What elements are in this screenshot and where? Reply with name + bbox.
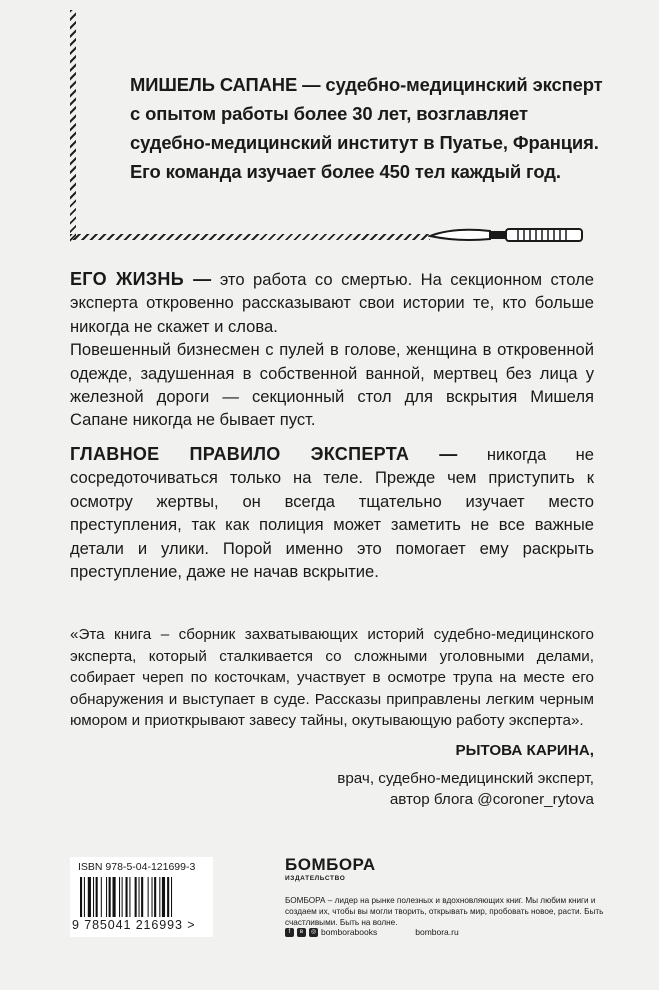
section-his-life bbox=[70, 268, 594, 432]
social-handle: bomborabooks bbox=[321, 927, 378, 937]
section-lead: ЕГО ЖИЗНЬ — bbox=[70, 269, 212, 289]
scalpel-icon bbox=[428, 224, 588, 246]
barcode-stripe bbox=[80, 877, 82, 917]
barcode-stripe bbox=[126, 877, 128, 917]
barcode-stripe bbox=[148, 877, 149, 917]
barcode-stripe bbox=[139, 877, 140, 917]
barcode-stripe bbox=[106, 877, 107, 917]
barcode-stripe bbox=[159, 877, 160, 917]
isbn-label: ISBN 978-5-04-121699-3 bbox=[78, 861, 196, 873]
author-bio-line: судебно-медицинский институт в Пуатье, Франция. bbox=[130, 132, 599, 153]
publisher-site: bombora.ru bbox=[415, 927, 459, 937]
publisher-subtitle: ИЗДАТЕЛЬСТВО bbox=[285, 875, 346, 882]
reviewer-role: врач, судебно-медицинский эксперт, bbox=[337, 770, 594, 787]
barcode-icon bbox=[80, 877, 204, 917]
barcode-stripe bbox=[154, 877, 156, 917]
author-bio-line: МИШЕЛЬ САПАНЕ — судебно-медицинский эксперт bbox=[130, 74, 603, 95]
publisher-name: БОМБОРА bbox=[285, 855, 376, 874]
facebook-icon: f bbox=[285, 928, 294, 937]
barcode-stripe bbox=[96, 877, 98, 917]
barcode-stripe bbox=[113, 877, 116, 917]
barcode-stripe bbox=[141, 877, 143, 917]
vk-icon: в bbox=[297, 928, 306, 937]
barcode-stripe bbox=[171, 877, 172, 917]
barcode-box bbox=[70, 857, 213, 937]
author-bio-line: Его команда изучает более 450 тел каждый год. bbox=[130, 161, 561, 182]
review-quote: «Эта книга – сборник захватывающих историй судебно-медицинского эксперта, который сталкивается со сложными уголовными делами, собирает череп по косточкам, участвует в осмотре трупа на месте его обнаружения и выступает в суде. Рассказы приправлены легким черным юмором и приоткрывают завесу тайны, окутывающую работу эксперта». bbox=[70, 626, 594, 730]
instagram-icon: ◎ bbox=[310, 928, 317, 935]
publisher-description: БОМБОРА – лидер на рынке полезных и вдохновляющих книг. Мы любим книги и создаем их, чтобы вы могли творить, открывать мир, пробовать новое, расти. Быть счастливыми. Быть на волне. bbox=[285, 896, 604, 927]
barcode-stripe bbox=[162, 877, 165, 917]
reviewer-name: РЫТОВА КАРИНА, bbox=[455, 742, 594, 759]
reviewer-blog: автор блога @coroner_rytova bbox=[389, 791, 594, 808]
barcode-stripe bbox=[109, 877, 111, 917]
section-text-2: Повешенный бизнесмен с пулей в голове, женщина в откровенной одежде, задушенная в собственной ванной, мертвец без лица у железной дороги — секционный стол для вскрытия Мишеля Сапане никогда не бывает пуст. bbox=[70, 340, 594, 430]
barcode-stripe bbox=[167, 877, 169, 917]
hatched-frame-bottom bbox=[70, 234, 430, 240]
barcode-stripe bbox=[152, 877, 153, 917]
barcode-stripe bbox=[88, 877, 91, 917]
hatched-frame-left bbox=[70, 10, 76, 242]
section-main-rule bbox=[70, 443, 594, 583]
author-bio-line: с опытом работы более 30 лет, возглавляет bbox=[130, 103, 528, 124]
barcode-stripe bbox=[129, 877, 130, 917]
barcode-stripe bbox=[84, 877, 85, 917]
barcode-stripe bbox=[119, 877, 120, 917]
section-lead: ГЛАВНОЕ ПРАВИЛО ЭКСПЕРТА — bbox=[70, 444, 458, 464]
author-bio bbox=[130, 70, 610, 186]
barcode-stripe bbox=[122, 877, 123, 917]
barcode-stripe bbox=[93, 877, 94, 917]
publisher-social bbox=[285, 927, 459, 937]
barcode-stripe bbox=[101, 877, 102, 917]
publisher-logo bbox=[285, 856, 376, 882]
barcode-stripe bbox=[135, 877, 137, 917]
barcode-digits: 9 785041 216993 > bbox=[72, 918, 196, 932]
section-text: это работа со смертью. На секционном столе эксперта откровенно рассказывают свои истории те, кто больше никогда не скажет и слова. bbox=[70, 270, 594, 336]
section-text: никогда не сосредоточиваться только на теле. Прежде чем приступить к осмотру жертвы, он всегда тщательно изучает место преступления, так как полиция может заметить не все важные детали и улики. Порой именно это помогает ему раскрыть преступление, даже не начав вскрытие. bbox=[70, 445, 594, 582]
